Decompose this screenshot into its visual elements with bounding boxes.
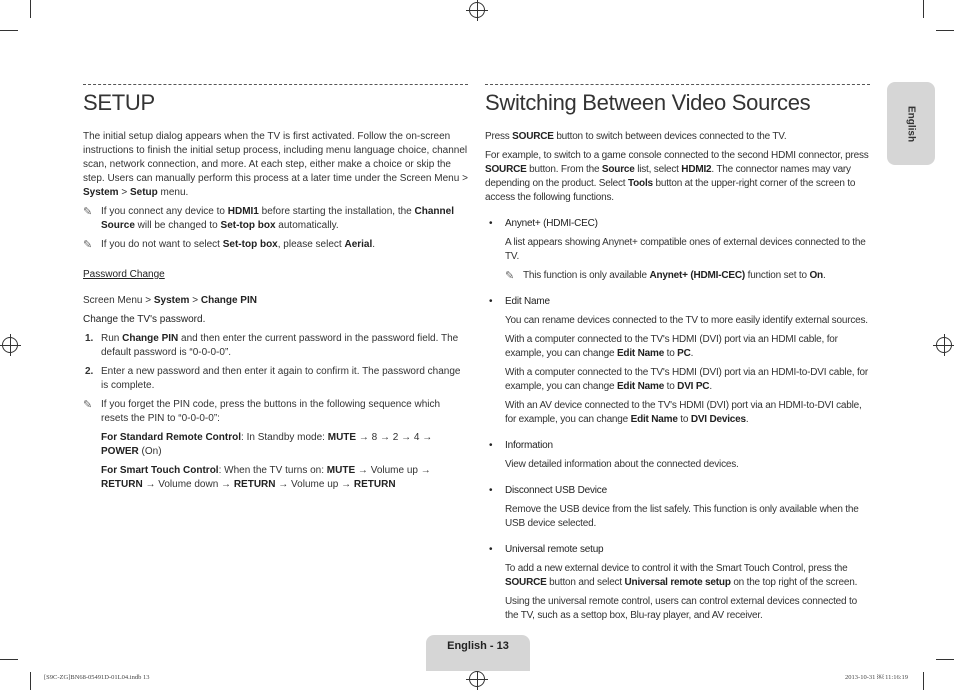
smart-touch-sequence: For Smart Touch Control: When the TV turns on: MUTE → Volume up → RETURN → Volume down → RETURN → Volume up → RETURN [101, 465, 431, 490]
setup-title: SETUP [83, 90, 155, 115]
edit-name-item: • Edit Name [489, 296, 550, 307]
edit-name-dvi-pc: With a computer connected to the TV's HDMI (DVI) port via an HDMI-to-DVI cable, for example, you can change Edit Name to DVI PC. [505, 367, 869, 392]
edit-name-text: You can rename devices connected to the TV to more easily identify external sources. [505, 315, 868, 326]
language-tab-label: English [905, 105, 917, 142]
note-pencil-icon: ✎ [505, 270, 515, 282]
password-step-2: 2. Enter a new password and then enter it again to confirm it. The password change is complete. [85, 366, 461, 391]
page-number: English - 13 [447, 640, 509, 652]
password-change-heading: Password Change [83, 269, 165, 280]
section-rule [83, 84, 468, 85]
anynet-item: • Anynet+ (HDMI-CEC) [489, 218, 598, 229]
crop-mark [936, 30, 954, 31]
crop-mark [0, 30, 18, 31]
registration-mark-icon [469, 2, 485, 18]
crop-mark [30, 0, 31, 18]
password-menu-path: Screen Menu > System > Change PIN [83, 295, 257, 306]
crop-mark [936, 659, 954, 660]
anynet-text: A list appears showing Anynet+ compatible ones of external devices connected to the TV. [505, 237, 866, 262]
crop-mark [923, 0, 924, 18]
disconnect-usb-text: Remove the USB device from the list safely. This function is only available when the USB device selected. [505, 504, 859, 529]
switching-section [485, 130, 870, 628]
setup-intro: The initial setup dialog appears when the TV is first activated. Follow the on-screen instructions to finish the initial setup process, including menu language choice, channel scan, network connection, and more. At each step, either make a choice or skip the step. Users can manually perform this process at a later time under the Screen Menu > System > Setup menu. [83, 131, 468, 198]
universal-remote-item: • Universal remote setup [489, 544, 604, 555]
password-label: Change the TV's password. [83, 314, 206, 325]
information-item: • Information [489, 440, 553, 451]
setup-section [83, 130, 468, 497]
switching-example: For example, to switch to a game console connected to the second HDMI connector, press SOURCE button. From the Source list, select HDMI2. The connector names may vary depending on the product. Select Tools button at the upper-right corner of the screen to access the following functions. [485, 150, 869, 203]
section-rule [485, 84, 870, 85]
universal-remote-usage: Using the universal remote control, users can control external devices connected to the TV, such as a settop box, Blu-ray player, and AV receiver. [505, 596, 857, 621]
language-tab [887, 82, 935, 165]
note-pencil-icon: ✎ [83, 239, 93, 251]
universal-remote-text: To add a new external device to control it with the Smart Touch Control, press the SOURCE button and select Universal remote setup on the top right of the screen. [505, 563, 858, 588]
standard-remote-sequence: For Standard Remote Control: In Standby mode: MUTE → 8 → 2 → 4 → POWER (On) [101, 432, 433, 457]
switching-intro: Press SOURCE button to switch between devices connected to the TV. [485, 131, 787, 142]
setup-note-aerial: ✎ If you do not want to select Set-top box, please select Aerial. [83, 239, 376, 251]
edit-name-pc: With a computer connected to the TV's HDMI (DVI) port via an HDMI cable, for example, you can change Edit Name to PC. [505, 334, 838, 359]
registration-mark-icon [469, 671, 485, 687]
registration-mark-icon [936, 337, 952, 353]
crop-mark [30, 672, 31, 690]
edit-name-dvi-devices: With an AV device connected to the TV's HDMI (DVI) port via an HDMI-to-DVI cable, for example, you can change Edit Name to DVI Devices. [505, 400, 862, 425]
registration-mark-icon [2, 337, 18, 353]
print-file-info: [S9C-ZG]BN68-05491D-01L04.indb 13 [44, 674, 150, 681]
crop-mark [0, 659, 18, 660]
disconnect-usb-item: • Disconnect USB Device [489, 485, 607, 496]
password-reset-note: ✎ If you forget the PIN code, press the buttons in the following sequence which resets the PIN to “0-0-0-0”: [83, 399, 441, 424]
note-pencil-icon: ✎ [83, 206, 93, 218]
setup-note-hdmi: ✎ If you connect any device to HDMI1 before starting the installation, the Channel Source will be changed to Set-top box automatically. [83, 206, 454, 231]
password-step-1: 1. Run Change PIN and then enter the current password in the password field. The default password is “0-0-0-0”. [85, 333, 459, 358]
anynet-note: ✎ This function is only available Anynet+ (HDMI-CEC) function set to On. [505, 270, 826, 282]
print-timestamp: 2013-10-31 ￼ 11:16:19 [845, 674, 908, 681]
page-number-tab [426, 635, 530, 671]
note-pencil-icon: ✎ [83, 399, 93, 411]
crop-mark [923, 672, 924, 690]
switching-title: Switching Between Video Sources [485, 90, 811, 115]
information-text: View detailed information about the connected devices. [505, 459, 739, 470]
